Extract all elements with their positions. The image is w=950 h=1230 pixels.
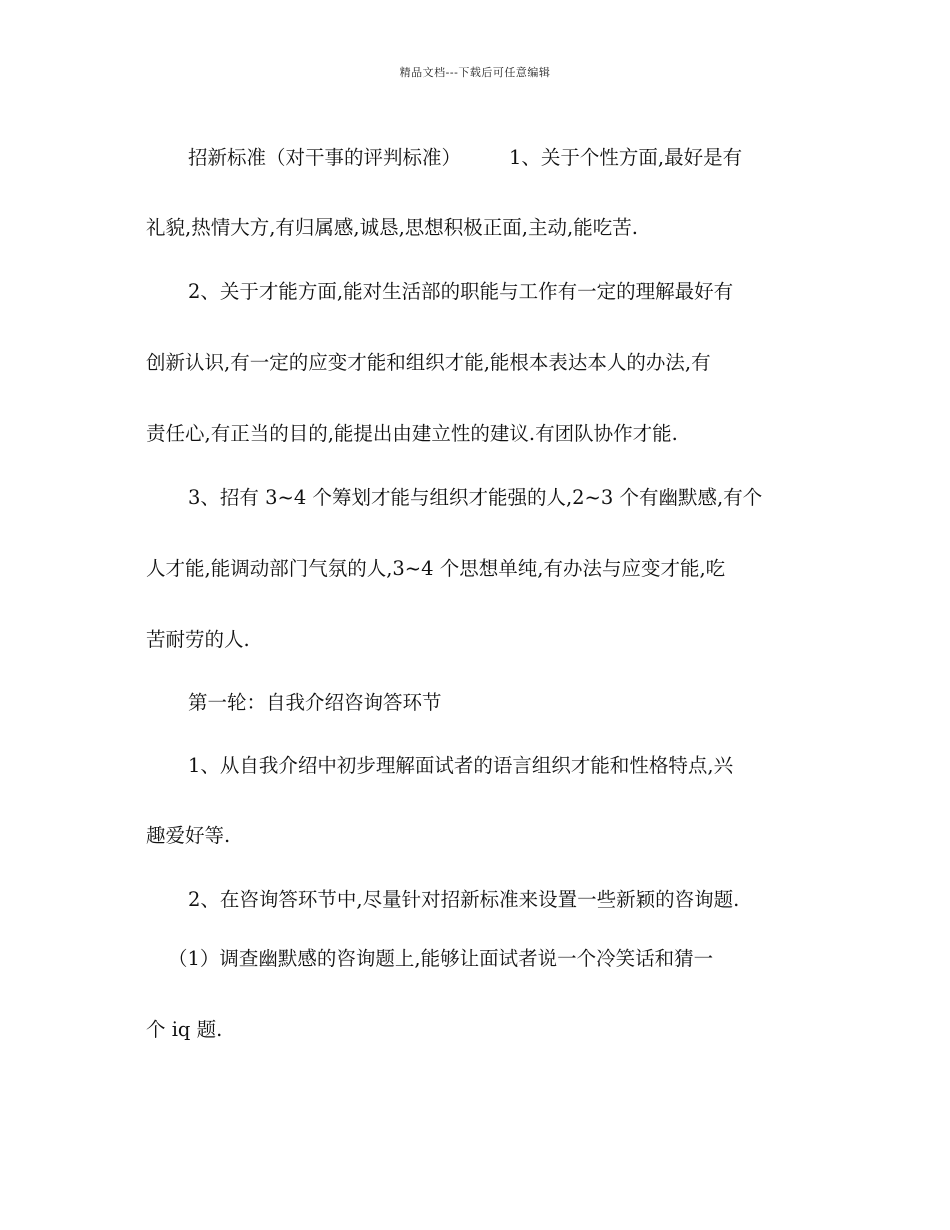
section-title: 第一轮：自我介绍咨询答环节: [188, 691, 442, 714]
paragraph-line: 2、关于才能方面,能对生活部的职能与工作有一定的理解最好有: [188, 280, 734, 303]
paragraph-text: 1、关于个性方面,最好是有: [509, 146, 743, 169]
paragraph-line: [146, 144, 848, 172]
paragraph-line: 创新认识,有一定的应变才能和组织才能,能根本表达本人的办法,有: [146, 351, 711, 374]
paragraph-line: 苦耐劳的人.: [146, 628, 250, 651]
paragraph-line: 2、在咨询答环节中,尽量针对招新标准来设置一些新颖的咨询题.: [188, 888, 740, 911]
paragraph-line: 责任心,有正当的目的,能提出由建立性的建议.有团队协作才能.: [146, 422, 678, 445]
paragraph-line: 人才能,能调动部门气氛的人,3~4 个思想单纯,有办法与应变才能,吃: [146, 557, 726, 580]
paragraph-line: （1）调查幽默感的咨询题上,能够让面试者说一个冷笑话和猜一: [168, 947, 714, 970]
paragraph-line: 趣爱好等.: [146, 824, 231, 847]
paragraph-line: 3、招有 3~4 个筹划才能与组织才能强的人,2~3 个有幽默感,有个: [188, 486, 763, 509]
paragraph-line: 个 iq 题.: [146, 1018, 223, 1041]
paragraph-line: 礼貌,热情大方,有归属感,诚恳,思想积极正面,主动,能吃苦.: [146, 216, 638, 239]
page-header: 精品文档---下载后可任意编辑: [399, 66, 551, 79]
paragraph-line: 1、从自我介绍中初步理解面试者的语言组织才能和性格特点,兴: [188, 754, 734, 777]
recruitment-criteria-heading: 招新标准（对干事的评判标准）: [188, 146, 462, 169]
